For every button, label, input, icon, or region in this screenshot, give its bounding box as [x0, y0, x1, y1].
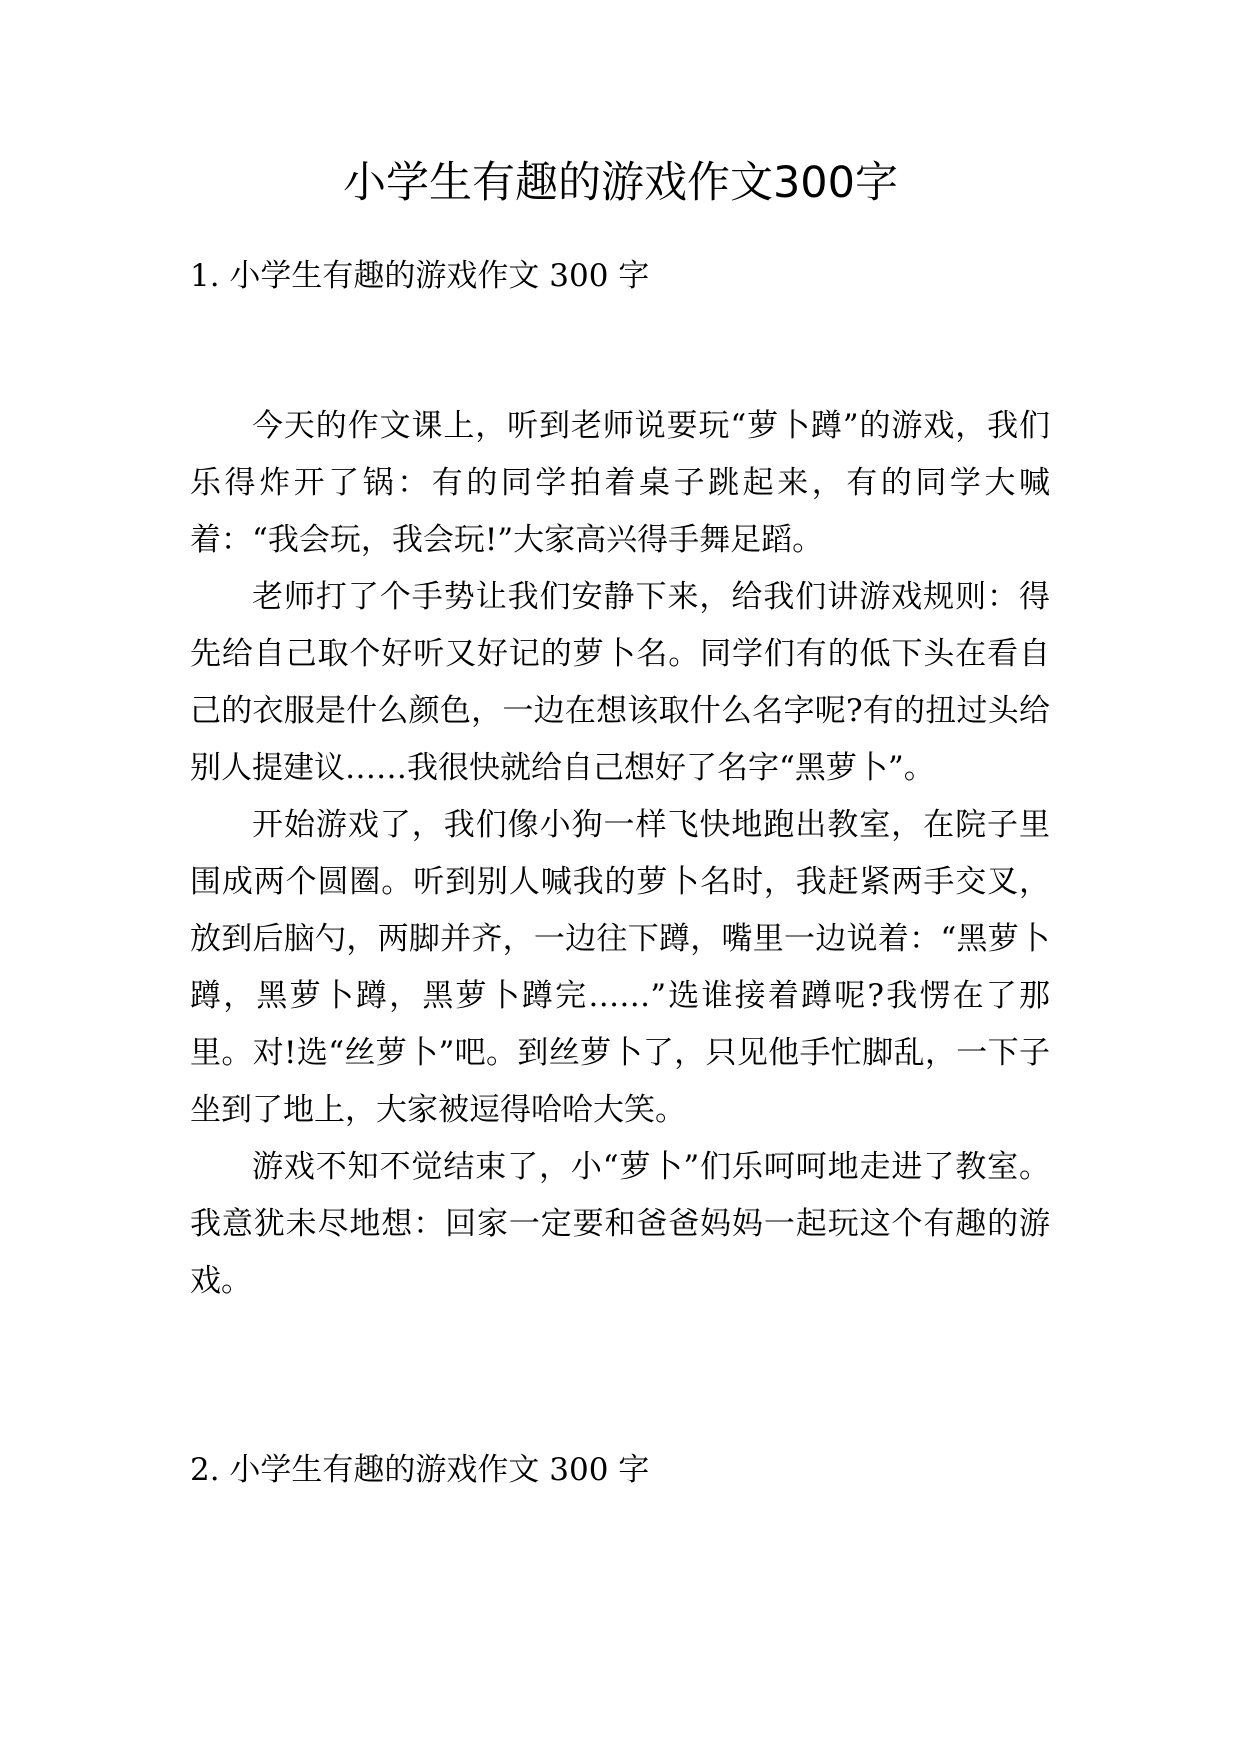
section-heading-1: 1. 小学生有趣的游戏作文 300 字: [190, 258, 650, 294]
section-heading-2: 2. 小学生有趣的游戏作文 300 字: [190, 1452, 650, 1488]
document-title: 小学生有趣的游戏作文300字: [342, 158, 899, 208]
essay-paragraph: 游戏不知不觉结束了，小“萝卜”们乐呵呵地走进了教室。我意犹未尽地想：回家一定要和爸爸妈妈一起玩这个有趣的游戏。: [190, 1149, 1050, 1299]
essay-paragraph: 老师打了个手势让我们安静下来，给我们讲游戏规则：得先给自己取个好听又好记的萝卜名。同学们有的低下头在看自己的衣服是什么颜色，一边在想该取什么名字呢?有的扭过头给别人提建议……我很快就给自己想好了名字“黑萝卜”。: [190, 579, 1050, 786]
essay-body-1: [190, 398, 1050, 1310]
essay-paragraph: 今天的作文课上，听到老师说要玩“萝卜蹲”的游戏，我们乐得炸开了锅：有的同学拍着桌子跳起来，有的同学大喊着：“我会玩，我会玩!”大家高兴得手舞足蹈。: [190, 408, 1050, 558]
essay-paragraph: 开始游戏了，我们像小狗一样飞快地跑出教室，在院子里围成两个圆圈。听到别人喊我的萝卜名时，我赶紧两手交叉，放到后脑勺，两脚并齐，一边往下蹲，嘴里一边说着：“黑萝卜蹲，黑萝卜蹲，黑萝卜蹲完……”选谁接着蹲呢?我愣在了那里。对!选“丝萝卜”吧。到丝萝卜了，只见他手忙脚乱，一下子坐到了地上，大家被逗得哈哈大笑。: [190, 807, 1050, 1128]
